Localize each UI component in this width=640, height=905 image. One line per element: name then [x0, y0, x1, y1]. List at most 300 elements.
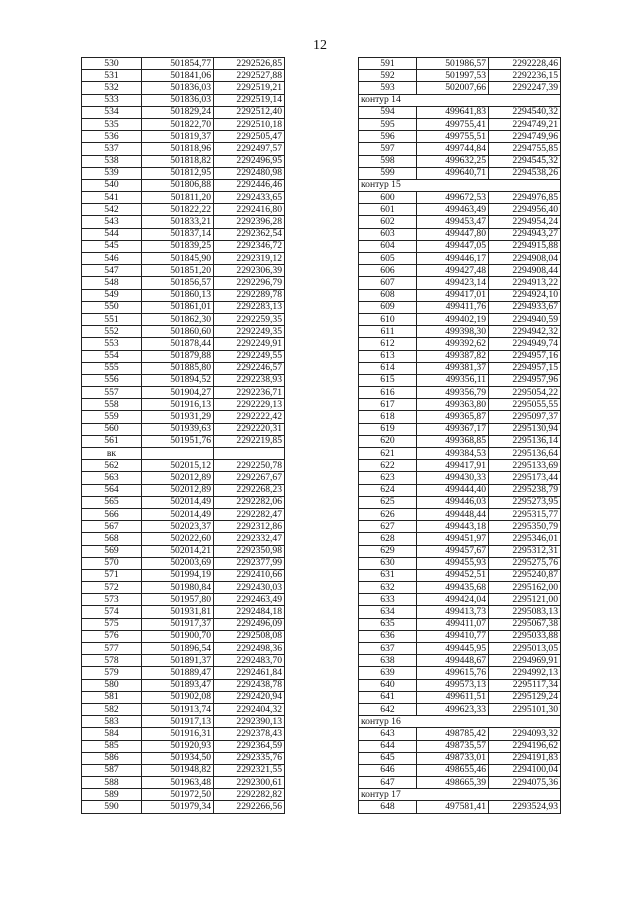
x-coordinate-cell: 501994,19	[142, 569, 214, 581]
table-row	[359, 82, 561, 94]
y-coordinate-cell: 2294942,32	[489, 326, 561, 338]
table-row	[359, 448, 561, 460]
point-number-cell: 586	[82, 752, 142, 764]
y-coordinate-cell: 2295055,55	[489, 399, 561, 411]
point-number-cell: 599	[359, 167, 417, 179]
table-row	[359, 204, 561, 216]
table-row	[359, 728, 561, 740]
y-coordinate-cell: 2294196,62	[489, 740, 561, 752]
y-coordinate-cell: 2292512,40	[214, 106, 285, 118]
table-row	[359, 216, 561, 228]
x-coordinate-cell: 501889,47	[142, 667, 214, 679]
x-coordinate-cell: 499447,80	[417, 228, 489, 240]
y-coordinate-cell: 2292519,14	[214, 94, 285, 106]
y-coordinate-cell: 2294545,32	[489, 155, 561, 167]
point-number-cell: 632	[359, 582, 417, 594]
point-number-cell: 547	[82, 265, 142, 277]
x-coordinate-cell: 499573,13	[417, 679, 489, 691]
x-coordinate-cell: 499410,77	[417, 630, 489, 642]
x-coordinate-cell: 499457,67	[417, 545, 489, 557]
point-number-cell: 602	[359, 216, 417, 228]
point-number-cell: 585	[82, 740, 142, 752]
y-coordinate-cell: 2292404,32	[214, 703, 285, 715]
y-coordinate-cell: 2295240,87	[489, 569, 561, 581]
y-coordinate-cell: 2294755,85	[489, 143, 561, 155]
x-coordinate-cell: 501837,14	[142, 228, 214, 240]
y-coordinate-cell: 2292332,47	[214, 533, 285, 545]
contour-label: контур 17	[359, 789, 417, 801]
point-number-cell: 550	[82, 301, 142, 313]
point-number-cell: 619	[359, 423, 417, 435]
y-coordinate-cell: 2292505,47	[214, 131, 285, 143]
x-coordinate-cell: 501819,37	[142, 131, 214, 143]
point-number-cell: 551	[82, 313, 142, 325]
y-coordinate-cell: 2295136,14	[489, 435, 561, 447]
x-coordinate-cell: 499452,51	[417, 569, 489, 581]
y-coordinate-cell: 2294908,04	[489, 253, 561, 265]
x-coordinate-cell: 501879,88	[142, 350, 214, 362]
point-number-cell: 587	[82, 764, 142, 776]
empty-cell	[417, 789, 489, 801]
table-row	[82, 703, 285, 715]
x-coordinate-cell: 499755,41	[417, 118, 489, 130]
point-number-cell: 625	[359, 496, 417, 508]
x-coordinate-cell: 501979,34	[142, 801, 214, 813]
table-row	[82, 533, 285, 545]
x-coordinate-cell: 501963,48	[142, 777, 214, 789]
x-coordinate-cell: 501894,52	[142, 374, 214, 386]
y-coordinate-cell: 2295101,30	[489, 703, 561, 715]
table-row	[82, 618, 285, 630]
y-coordinate-cell: 2294540,32	[489, 106, 561, 118]
point-number-cell: 639	[359, 667, 417, 679]
contour-header-row	[359, 789, 561, 801]
y-coordinate-cell: 2295117,34	[489, 679, 561, 691]
point-number-cell: 588	[82, 777, 142, 789]
y-coordinate-cell: 2295133,69	[489, 460, 561, 472]
x-coordinate-cell: 499417,91	[417, 460, 489, 472]
table-row	[82, 411, 285, 423]
table-row	[359, 545, 561, 557]
table-row	[82, 643, 285, 655]
table-row	[359, 423, 561, 435]
y-coordinate-cell: 2292378,43	[214, 728, 285, 740]
table-row	[359, 131, 561, 143]
y-coordinate-cell: 2295346,01	[489, 533, 561, 545]
y-coordinate-cell: 2292496,09	[214, 618, 285, 630]
x-coordinate-cell: 499611,51	[417, 691, 489, 703]
point-number-cell: 643	[359, 728, 417, 740]
y-coordinate-cell: 2294969,91	[489, 655, 561, 667]
point-number-cell: 538	[82, 155, 142, 167]
y-coordinate-cell: 2292228,46	[489, 58, 561, 70]
y-coordinate-cell: 2295129,24	[489, 691, 561, 703]
point-number-cell: 558	[82, 399, 142, 411]
y-coordinate-cell: 2295067,38	[489, 618, 561, 630]
point-number-cell: 571	[82, 569, 142, 581]
table-row	[82, 118, 285, 130]
y-coordinate-cell: 2295083,13	[489, 606, 561, 618]
table-row	[359, 313, 561, 325]
table-row	[82, 192, 285, 204]
x-coordinate-cell: 501806,88	[142, 179, 214, 191]
point-number-cell: 564	[82, 484, 142, 496]
y-coordinate-cell: 2294924,10	[489, 289, 561, 301]
contour-header-row	[359, 179, 561, 191]
table-row	[359, 630, 561, 642]
table-row	[359, 240, 561, 252]
y-coordinate-cell: 2295130,94	[489, 423, 561, 435]
table-row	[82, 106, 285, 118]
y-coordinate-cell: 2292249,55	[214, 350, 285, 362]
table-row	[82, 301, 285, 313]
y-coordinate-cell: 2295275,76	[489, 557, 561, 569]
table-row	[82, 728, 285, 740]
x-coordinate-cell: 501891,37	[142, 655, 214, 667]
x-coordinate-cell: 499427,48	[417, 265, 489, 277]
x-coordinate-cell: 499448,67	[417, 655, 489, 667]
table-row	[359, 606, 561, 618]
point-number-cell: 636	[359, 630, 417, 642]
table-row	[359, 167, 561, 179]
x-coordinate-cell: 502012,89	[142, 484, 214, 496]
y-coordinate-cell: 2294954,24	[489, 216, 561, 228]
point-number-cell: 618	[359, 411, 417, 423]
empty-cell	[489, 716, 561, 728]
empty-cell	[489, 94, 561, 106]
point-number-cell: 622	[359, 460, 417, 472]
y-coordinate-cell: 2292246,57	[214, 362, 285, 374]
y-coordinate-cell: 2292236,15	[489, 70, 561, 82]
table-row	[359, 192, 561, 204]
point-number-cell: 627	[359, 521, 417, 533]
y-coordinate-cell: 2292312,86	[214, 521, 285, 533]
x-coordinate-cell: 499443,18	[417, 521, 489, 533]
point-number-cell: 604	[359, 240, 417, 252]
y-coordinate-cell: 2292446,46	[214, 179, 285, 191]
x-coordinate-cell: 499672,53	[417, 192, 489, 204]
x-coordinate-cell: 501841,06	[142, 70, 214, 82]
table-row	[359, 484, 561, 496]
point-number-cell: 589	[82, 789, 142, 801]
table-row	[82, 691, 285, 703]
point-number-cell: 596	[359, 131, 417, 143]
x-coordinate-cell: 501896,54	[142, 643, 214, 655]
point-number-cell: 609	[359, 301, 417, 313]
table-row	[359, 508, 561, 520]
point-number-cell: 591	[359, 58, 417, 70]
table-row	[82, 277, 285, 289]
y-coordinate-cell: 2292362,54	[214, 228, 285, 240]
table-row	[82, 350, 285, 362]
x-coordinate-cell: 498733,01	[417, 752, 489, 764]
y-coordinate-cell: 2294933,67	[489, 301, 561, 313]
x-coordinate-cell: 499641,83	[417, 106, 489, 118]
point-number-cell: 621	[359, 448, 417, 460]
x-coordinate-cell: 499402,19	[417, 313, 489, 325]
point-number-cell: 644	[359, 740, 417, 752]
x-coordinate-cell: 499632,25	[417, 155, 489, 167]
table-row	[82, 606, 285, 618]
point-number-cell: 616	[359, 387, 417, 399]
x-coordinate-cell: 502014,49	[142, 496, 214, 508]
table-row	[82, 338, 285, 350]
table-row	[359, 764, 561, 776]
point-number-cell: 577	[82, 643, 142, 655]
table-row	[359, 582, 561, 594]
y-coordinate-cell: 2294956,40	[489, 204, 561, 216]
table-row	[359, 655, 561, 667]
x-coordinate-cell: 499446,03	[417, 496, 489, 508]
table-row	[82, 557, 285, 569]
table-row	[82, 630, 285, 642]
table-row	[82, 667, 285, 679]
contour-label: контур 14	[359, 94, 417, 106]
table-row	[82, 496, 285, 508]
x-coordinate-cell: 499413,73	[417, 606, 489, 618]
point-number-cell: 566	[82, 508, 142, 520]
table-row	[359, 265, 561, 277]
x-coordinate-cell: 497581,41	[417, 801, 489, 813]
point-number-cell: 568	[82, 533, 142, 545]
x-coordinate-cell: 501854,77	[142, 58, 214, 70]
point-number-cell: 546	[82, 253, 142, 265]
empty-cell	[417, 179, 489, 191]
x-coordinate-cell: 501845,90	[142, 253, 214, 265]
point-number-cell: 539	[82, 167, 142, 179]
table-row	[82, 435, 285, 447]
table-row	[82, 484, 285, 496]
point-number-cell: 637	[359, 643, 417, 655]
y-coordinate-cell: 2292396,28	[214, 216, 285, 228]
table-row	[82, 216, 285, 228]
y-coordinate-cell: 2294538,26	[489, 167, 561, 179]
empty-cell	[417, 94, 489, 106]
x-coordinate-cell: 501829,24	[142, 106, 214, 118]
table-row	[82, 716, 285, 728]
table-row	[82, 460, 285, 472]
table-row	[82, 594, 285, 606]
y-coordinate-cell: 2295312,31	[489, 545, 561, 557]
point-number-cell: 533	[82, 94, 142, 106]
y-coordinate-cell: 2292238,93	[214, 374, 285, 386]
x-coordinate-cell: 499430,33	[417, 472, 489, 484]
point-number-cell: 607	[359, 277, 417, 289]
y-coordinate-cell: 2294908,44	[489, 265, 561, 277]
y-coordinate-cell: 2295173,44	[489, 472, 561, 484]
point-number-cell: 545	[82, 240, 142, 252]
x-coordinate-cell: 501917,37	[142, 618, 214, 630]
table-row	[82, 82, 285, 94]
y-coordinate-cell: 2292377,99	[214, 557, 285, 569]
x-coordinate-cell: 501980,84	[142, 582, 214, 594]
point-number-cell: 645	[359, 752, 417, 764]
y-coordinate-cell: 2292346,72	[214, 240, 285, 252]
point-number-cell: 603	[359, 228, 417, 240]
table-row	[82, 545, 285, 557]
contour-label: контур 15	[359, 179, 417, 191]
table-row	[82, 752, 285, 764]
point-number-cell: 580	[82, 679, 142, 691]
y-coordinate-cell: 2292335,76	[214, 752, 285, 764]
point-number-cell: 600	[359, 192, 417, 204]
point-number-cell: 576	[82, 630, 142, 642]
table-row	[82, 326, 285, 338]
point-number-cell: 569	[82, 545, 142, 557]
y-coordinate-cell: 2295033,88	[489, 630, 561, 642]
x-coordinate-cell: 501822,70	[142, 118, 214, 130]
y-coordinate-cell: 2294957,15	[489, 362, 561, 374]
x-coordinate-cell: 502014,21	[142, 545, 214, 557]
point-number-cell: 613	[359, 350, 417, 362]
x-coordinate-cell: 499445,95	[417, 643, 489, 655]
point-number-cell: 648	[359, 801, 417, 813]
point-number-cell: 562	[82, 460, 142, 472]
point-number-cell: 567	[82, 521, 142, 533]
point-number-cell: 559	[82, 411, 142, 423]
y-coordinate-cell: 2292364,59	[214, 740, 285, 752]
table-row	[82, 58, 285, 70]
point-number-cell: 620	[359, 435, 417, 447]
x-coordinate-cell: 499424,04	[417, 594, 489, 606]
y-coordinate-cell: 2292282,06	[214, 496, 285, 508]
point-number-cell: 561	[82, 435, 142, 447]
x-coordinate-cell: 499447,05	[417, 240, 489, 252]
point-number-cell: 631	[359, 569, 417, 581]
y-coordinate-cell: 2292229,13	[214, 399, 285, 411]
table-row	[82, 569, 285, 581]
point-number-cell: 628	[359, 533, 417, 545]
x-coordinate-cell: 501836,03	[142, 94, 214, 106]
table-row	[359, 289, 561, 301]
empty-cell	[417, 716, 489, 728]
point-number-cell: 572	[82, 582, 142, 594]
point-number-cell: 641	[359, 691, 417, 703]
point-number-cell: 540	[82, 179, 142, 191]
y-coordinate-cell: 2292498,36	[214, 643, 285, 655]
x-coordinate-cell: 499444,40	[417, 484, 489, 496]
x-coordinate-cell: 501851,20	[142, 265, 214, 277]
x-coordinate-cell: 501856,57	[142, 277, 214, 289]
table-row	[359, 338, 561, 350]
table-row	[359, 106, 561, 118]
x-coordinate-cell: 501812,95	[142, 167, 214, 179]
point-number-cell: 630	[359, 557, 417, 569]
y-coordinate-cell: 2295121,00	[489, 594, 561, 606]
x-coordinate-cell: 501861,01	[142, 301, 214, 313]
point-number-cell: 530	[82, 58, 142, 70]
y-coordinate-cell: 2292510,18	[214, 118, 285, 130]
table-row	[82, 94, 285, 106]
table-row	[82, 521, 285, 533]
x-coordinate-cell: 501917,13	[142, 716, 214, 728]
table-row	[82, 472, 285, 484]
table-row	[359, 155, 561, 167]
y-coordinate-cell: 2292236,71	[214, 387, 285, 399]
point-number-cell: 635	[359, 618, 417, 630]
table-row	[82, 143, 285, 155]
x-coordinate-cell: 501931,29	[142, 411, 214, 423]
y-coordinate-cell: 2292527,88	[214, 70, 285, 82]
point-number-cell: 583	[82, 716, 142, 728]
y-coordinate-cell: 2292519,21	[214, 82, 285, 94]
table-row	[359, 253, 561, 265]
y-coordinate-cell: 2292496,95	[214, 155, 285, 167]
y-coordinate-cell: 2292220,31	[214, 423, 285, 435]
x-coordinate-cell: 499398,30	[417, 326, 489, 338]
point-number-cell: 570	[82, 557, 142, 569]
y-coordinate-cell: 2292319,12	[214, 253, 285, 265]
x-coordinate-cell: 499387,82	[417, 350, 489, 362]
table-row	[82, 362, 285, 374]
x-coordinate-cell: 499744,84	[417, 143, 489, 155]
y-coordinate-cell: 2292508,08	[214, 630, 285, 642]
y-coordinate-cell: 2292420,94	[214, 691, 285, 703]
point-number-cell: 534	[82, 106, 142, 118]
y-coordinate-cell: 2292250,78	[214, 460, 285, 472]
table-row	[359, 801, 561, 813]
empty-cell	[489, 789, 561, 801]
point-number-cell: 553	[82, 338, 142, 350]
y-coordinate-cell: 2292526,85	[214, 58, 285, 70]
point-number-cell: 578	[82, 655, 142, 667]
table-row	[82, 70, 285, 82]
x-coordinate-cell: 499367,17	[417, 423, 489, 435]
table-row	[82, 582, 285, 594]
point-number-cell: 555	[82, 362, 142, 374]
y-coordinate-cell: 2292416,80	[214, 204, 285, 216]
y-coordinate-cell: 2294943,27	[489, 228, 561, 240]
x-coordinate-cell: 501902,08	[142, 691, 214, 703]
table-row	[82, 131, 285, 143]
table-row	[82, 313, 285, 325]
point-number-cell: 557	[82, 387, 142, 399]
point-number-cell: 554	[82, 350, 142, 362]
table-row	[82, 374, 285, 386]
point-number-cell: 592	[359, 70, 417, 82]
x-coordinate-cell: 501818,82	[142, 155, 214, 167]
empty-cell	[142, 448, 214, 460]
point-number-cell: 595	[359, 118, 417, 130]
x-coordinate-cell: 499411,76	[417, 301, 489, 313]
table-row	[82, 204, 285, 216]
table-row	[359, 594, 561, 606]
table-row	[82, 228, 285, 240]
point-number-cell: 623	[359, 472, 417, 484]
point-number-cell: 640	[359, 679, 417, 691]
x-coordinate-cell: 501860,13	[142, 289, 214, 301]
y-coordinate-cell: 2294913,22	[489, 277, 561, 289]
point-number-cell: 584	[82, 728, 142, 740]
point-number-cell: 594	[359, 106, 417, 118]
point-number-cell: 606	[359, 265, 417, 277]
x-coordinate-cell: 501862,30	[142, 313, 214, 325]
point-number-cell: 541	[82, 192, 142, 204]
point-number-cell: 593	[359, 82, 417, 94]
table-row	[359, 374, 561, 386]
point-number-cell: 615	[359, 374, 417, 386]
y-coordinate-cell: 2294749,96	[489, 131, 561, 143]
table-row	[359, 679, 561, 691]
y-coordinate-cell: 2294992,13	[489, 667, 561, 679]
point-number-cell: 608	[359, 289, 417, 301]
x-coordinate-cell: 502014,49	[142, 508, 214, 520]
table-row	[359, 496, 561, 508]
x-coordinate-cell: 499446,17	[417, 253, 489, 265]
y-coordinate-cell: 2295350,79	[489, 521, 561, 533]
point-number-cell: 611	[359, 326, 417, 338]
x-coordinate-cell: 499455,93	[417, 557, 489, 569]
